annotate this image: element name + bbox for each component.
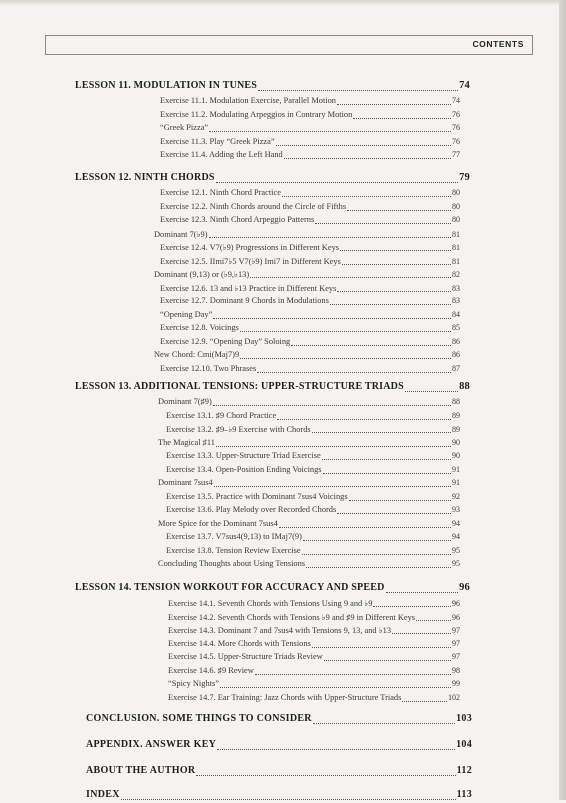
leader-dots (312, 646, 451, 648)
exercise-entry-page-number: 86 (452, 336, 460, 346)
exercise-entry-title: “Greek Pizza” (160, 123, 209, 132)
exercise-entry-title: Exercise 13.2. ♯9–♭9 Exercise with Chords (166, 425, 311, 434)
exercise-entry-page-number: 80 (452, 201, 460, 211)
leader-dots (323, 472, 451, 474)
leader-dots (373, 605, 451, 607)
exercise-entry[interactable] (160, 310, 460, 322)
leader-dots (276, 144, 451, 146)
exercise-entry-title: Exercise 13.8. Tension Review Exercise (166, 545, 301, 555)
exercise-entry-page-number: 85 (452, 323, 460, 332)
section-entry-title: Concluding Thoughts about Using Tensions (158, 559, 306, 568)
leader-dots (340, 249, 451, 251)
exercise-entry-title: Exercise 11.2. Modulating Arpeggios in Contrary Motion (160, 109, 353, 119)
exercise-entry-title: Exercise 13.5. Practice with Dominant 7sus4 Voicings (166, 491, 348, 501)
section-entry[interactable] (158, 397, 460, 409)
exercise-entry-page-number: 76 (452, 123, 460, 132)
exercise-entry-title: “Spicy Nights” (168, 679, 219, 688)
exercise-entry[interactable] (168, 612, 460, 624)
exercise-entry[interactable] (166, 492, 460, 504)
exercise-entry-title: Exercise 11.1. Modulation Exercise, Parallel Motion (160, 96, 336, 105)
leader-dots (313, 722, 455, 724)
section-entry-title: Dominant 7sus4 (158, 478, 213, 487)
exercise-entry[interactable] (166, 546, 460, 558)
exercise-entry-title: Exercise 14.5. Upper-Structure Triads Review (168, 652, 323, 661)
exercise-entry[interactable] (160, 364, 460, 376)
exercise-entry[interactable] (166, 451, 460, 463)
exercise-entry-title: Exercise 13.7. V7sus4(9,13) to IMaj7(9) (166, 532, 302, 541)
leader-dots (217, 748, 455, 750)
leader-dots (402, 700, 447, 702)
leader-dots (240, 330, 451, 332)
leader-dots (220, 686, 451, 688)
exercise-entry-title: Exercise 12.3. Ninth Chord Arpeggio Patterns (160, 215, 315, 224)
lesson-heading-title: LESSON 14. TENSION WORKOUT FOR ACCURACY AND SPEED (75, 582, 385, 593)
end-matter-entry[interactable] (86, 789, 472, 803)
exercise-entry-page-number: 87 (452, 363, 460, 373)
exercise-entry-page-number: 99 (452, 679, 460, 688)
lesson-heading[interactable] (75, 381, 470, 395)
lesson-heading-page-number: 88 (459, 381, 470, 392)
lesson-heading[interactable] (75, 172, 470, 186)
exercise-entry-page-number: 91 (452, 464, 460, 474)
exercise-entry-title: Exercise 13.6. Play Melody over Recorded Chords (166, 505, 337, 514)
lesson-heading-page-number: 96 (459, 582, 470, 593)
exercise-entry-page-number: 80 (452, 188, 460, 197)
leader-dots (214, 485, 451, 487)
leader-dots (353, 117, 451, 119)
leader-dots (347, 209, 451, 211)
leader-dots (312, 431, 451, 433)
leader-dots (284, 157, 451, 159)
exercise-entry-page-number: 96 (452, 612, 460, 622)
leader-dots (386, 591, 459, 593)
section-entry-title: Dominant 7(♯9) (158, 397, 212, 406)
leader-dots (213, 317, 451, 319)
leader-dots (342, 263, 451, 265)
exercise-entry-page-number: 90 (452, 451, 460, 460)
exercise-entry-page-number: 94 (452, 532, 460, 541)
exercise-entry-page-number: 97 (452, 638, 460, 648)
contents-header-label: CONTENTS (472, 39, 524, 49)
exercise-entry-title: Exercise 12.4. V7(♭9) Progressions in Different Keys (160, 243, 340, 252)
end-matter-entry-title: APPENDIX. ANSWER KEY (86, 739, 217, 750)
exercise-entry[interactable] (160, 110, 460, 122)
section-entry-title: Dominant (9,13) or (♭9,♭13) (154, 270, 250, 279)
exercise-entry[interactable] (166, 424, 460, 436)
leader-dots (250, 276, 451, 278)
exercise-entry-title: Exercise 12.2. Ninth Chords around the Circle of Fifths (160, 201, 347, 211)
exercise-entry-page-number: 97 (452, 626, 460, 635)
leader-dots (282, 195, 451, 197)
leader-dots (303, 539, 451, 541)
exercise-entry-page-number: 95 (452, 545, 460, 555)
leader-dots (196, 774, 455, 776)
leader-dots (416, 619, 451, 621)
leader-dots (279, 526, 451, 528)
exercise-entry-title: “Opening Day” (160, 309, 213, 319)
end-matter-entry-title: ABOUT THE AUTHOR (86, 765, 196, 776)
exercise-entry-page-number: 80 (452, 215, 460, 224)
section-entry-page-number: 88 (452, 397, 460, 406)
exercise-entry-page-number: 81 (452, 256, 460, 266)
section-entry[interactable] (158, 559, 460, 571)
end-matter-entry[interactable] (86, 739, 472, 753)
leader-dots (337, 512, 451, 514)
section-entry[interactable] (154, 350, 460, 362)
lesson-heading[interactable] (75, 80, 470, 94)
exercise-entry-title: Exercise 12.6. 13 and ♭13 Practice in Different Keys (160, 283, 337, 293)
section-entry-page-number: 86 (452, 350, 460, 359)
end-matter-entry-page-number: 103 (456, 713, 472, 724)
section-entry[interactable] (158, 438, 460, 450)
leader-dots (213, 404, 451, 406)
leader-dots (337, 103, 451, 105)
leader-dots (209, 130, 451, 132)
exercise-entry-page-number: 76 (452, 109, 460, 119)
exercise-entry-title: Exercise 12.7. Dominant 9 Chords in Modulations (160, 296, 329, 305)
end-matter-entry-page-number: 112 (456, 765, 472, 776)
leader-dots (216, 181, 458, 183)
end-matter-entry[interactable] (86, 713, 472, 727)
exercise-entry-title: Exercise 14.1. Seventh Chords with Tensions Using 9 and ♭9 (168, 599, 373, 608)
exercise-entry-title: Exercise 14.6. ♯9 Review (168, 665, 254, 675)
exercise-entry[interactable] (160, 123, 460, 135)
section-entry-page-number: 82 (452, 270, 460, 279)
leader-dots (322, 458, 451, 460)
leader-dots (392, 632, 451, 634)
leader-dots (315, 222, 451, 224)
exercise-entry-page-number: 77 (452, 150, 460, 159)
exercise-entry[interactable] (166, 411, 460, 423)
leader-dots (337, 290, 451, 292)
leader-dots (277, 418, 451, 420)
exercise-entry-title: Exercise 14.7. Ear Training: Jazz Chords with Upper-Structure Triads (168, 692, 402, 702)
exercise-entry-title: Exercise 12.5. IImi7♭5 V7(♭9) Imi7 in Different Keys (160, 256, 341, 266)
end-matter-entry-page-number: 104 (456, 739, 472, 750)
exercise-entry[interactable] (168, 666, 460, 678)
leader-dots (255, 673, 451, 675)
exercise-entry-page-number: 97 (452, 652, 460, 661)
exercise-entry[interactable] (160, 242, 460, 254)
exercise-entry-page-number: 98 (452, 665, 460, 675)
exercise-entry[interactable] (168, 652, 460, 664)
leader-dots (405, 390, 458, 392)
section-entry-page-number: 81 (452, 229, 460, 239)
exercise-entry[interactable] (168, 639, 460, 651)
exercise-entry-title: Exercise 14.2. Seventh Chords with Tensions ♭9 and ♯9 in Different Keys (168, 612, 416, 622)
section-entry-page-number: 91 (452, 478, 460, 487)
exercise-entry[interactable] (160, 296, 460, 308)
exercise-entry[interactable] (168, 598, 460, 610)
leader-dots (291, 344, 451, 346)
exercise-entry[interactable] (168, 679, 460, 691)
leader-dots (349, 499, 451, 501)
exercise-entry-title: Exercise 13.4. Open-Position Ending Voicings (166, 464, 322, 474)
exercise-entry[interactable] (160, 283, 460, 295)
end-matter-entry-page-number: 113 (456, 789, 472, 800)
leader-dots (209, 236, 452, 238)
exercise-entry-title: Exercise 11.3. Play “Greek Pizza” (160, 136, 275, 146)
exercise-entry[interactable] (160, 96, 460, 108)
exercise-entry-page-number: 102 (448, 692, 460, 702)
section-entry-title: More Spice for the Dominant 7sus4 (158, 518, 278, 528)
section-entry-title: Dominant 7(♭9) (154, 229, 208, 239)
exercise-entry[interactable] (160, 202, 460, 214)
lesson-heading-page-number: 79 (459, 172, 470, 183)
exercise-entry-page-number: 74 (452, 96, 460, 105)
exercise-entry-page-number: 84 (452, 309, 460, 319)
exercise-entry[interactable] (160, 188, 460, 200)
section-entry[interactable] (158, 519, 460, 531)
exercise-entry[interactable] (166, 532, 460, 544)
leader-dots (306, 566, 451, 568)
section-entry-page-number: 90 (452, 437, 460, 447)
section-entry[interactable] (154, 229, 460, 241)
exercise-entry[interactable] (166, 465, 460, 477)
lesson-heading-title: LESSON 12. NINTH CHORDS (75, 172, 215, 183)
exercise-entry-title: Exercise 12.9. “Opening Day” Soloing (160, 336, 291, 346)
section-entry-page-number: 95 (452, 559, 460, 568)
lesson-heading-title: LESSON 13. ADDITIONAL TENSIONS: UPPER-STRUCTURE TRIADS (75, 381, 404, 392)
exercise-entry[interactable] (160, 137, 460, 149)
exercise-entry-page-number: 83 (452, 296, 460, 305)
exercise-entry-title: Exercise 13.3. Upper-Structure Triad Exercise (166, 451, 321, 460)
exercise-entry[interactable] (160, 215, 460, 227)
exercise-entry[interactable] (168, 625, 460, 637)
exercise-entry-page-number: 76 (452, 136, 460, 146)
exercise-entry-title: Exercise 14.3. Dominant 7 and 7sus4 with Tensions 9, 13, and ♭13 (168, 626, 392, 635)
leader-dots (258, 89, 458, 91)
lesson-heading-page-number: 74 (459, 80, 470, 91)
exercise-entry-page-number: 89 (452, 425, 460, 434)
exercise-entry-title: Exercise 12.10. Two Phrases (160, 363, 257, 373)
leader-dots (257, 371, 451, 373)
exercise-entry-title: Exercise 12.1. Ninth Chord Practice (160, 188, 281, 197)
leader-dots (302, 553, 451, 555)
exercise-entry-page-number: 89 (452, 410, 460, 420)
exercise-entry[interactable] (160, 256, 460, 268)
exercise-entry[interactable] (166, 505, 460, 517)
exercise-entry-page-number: 83 (452, 283, 460, 293)
exercise-entry[interactable] (160, 337, 460, 349)
section-entry-title: The Magical ♯11 (158, 437, 215, 447)
leader-dots (330, 303, 451, 305)
exercise-entry[interactable] (168, 693, 460, 705)
exercise-entry-page-number: 92 (452, 491, 460, 501)
leader-dots (216, 445, 451, 447)
end-matter-entry-title: INDEX (86, 789, 120, 800)
lesson-heading[interactable] (75, 582, 470, 596)
exercise-entry-title: Exercise 14.4. More Chords with Tensions (168, 638, 311, 648)
exercise-entry-title: Exercise 11.4. Adding the Left Hand (160, 150, 283, 159)
section-entry-page-number: 94 (452, 518, 460, 528)
leader-dots (240, 357, 451, 359)
exercise-entry[interactable] (160, 323, 460, 335)
end-matter-entry-title: CONCLUSION. SOME THINGS TO CONSIDER (86, 713, 312, 724)
exercise-entry-title: Exercise 13.1. ♯9 Chord Practice (166, 410, 277, 420)
section-entry[interactable] (158, 478, 460, 490)
exercise-entry-page-number: 81 (452, 243, 460, 252)
exercise-entry-page-number: 96 (452, 599, 460, 608)
leader-dots (324, 659, 451, 661)
section-entry-title: New Chord: Cmi(Maj7)9 (154, 350, 240, 359)
exercise-entry[interactable] (160, 150, 460, 162)
exercise-entry-page-number: 93 (452, 505, 460, 514)
lesson-heading-title: LESSON 11. MODULATION IN TUNES (75, 80, 258, 91)
end-matter-entry[interactable] (86, 765, 472, 779)
section-entry[interactable] (154, 269, 460, 281)
exercise-entry-title: Exercise 12.8. Voicings (160, 323, 239, 332)
